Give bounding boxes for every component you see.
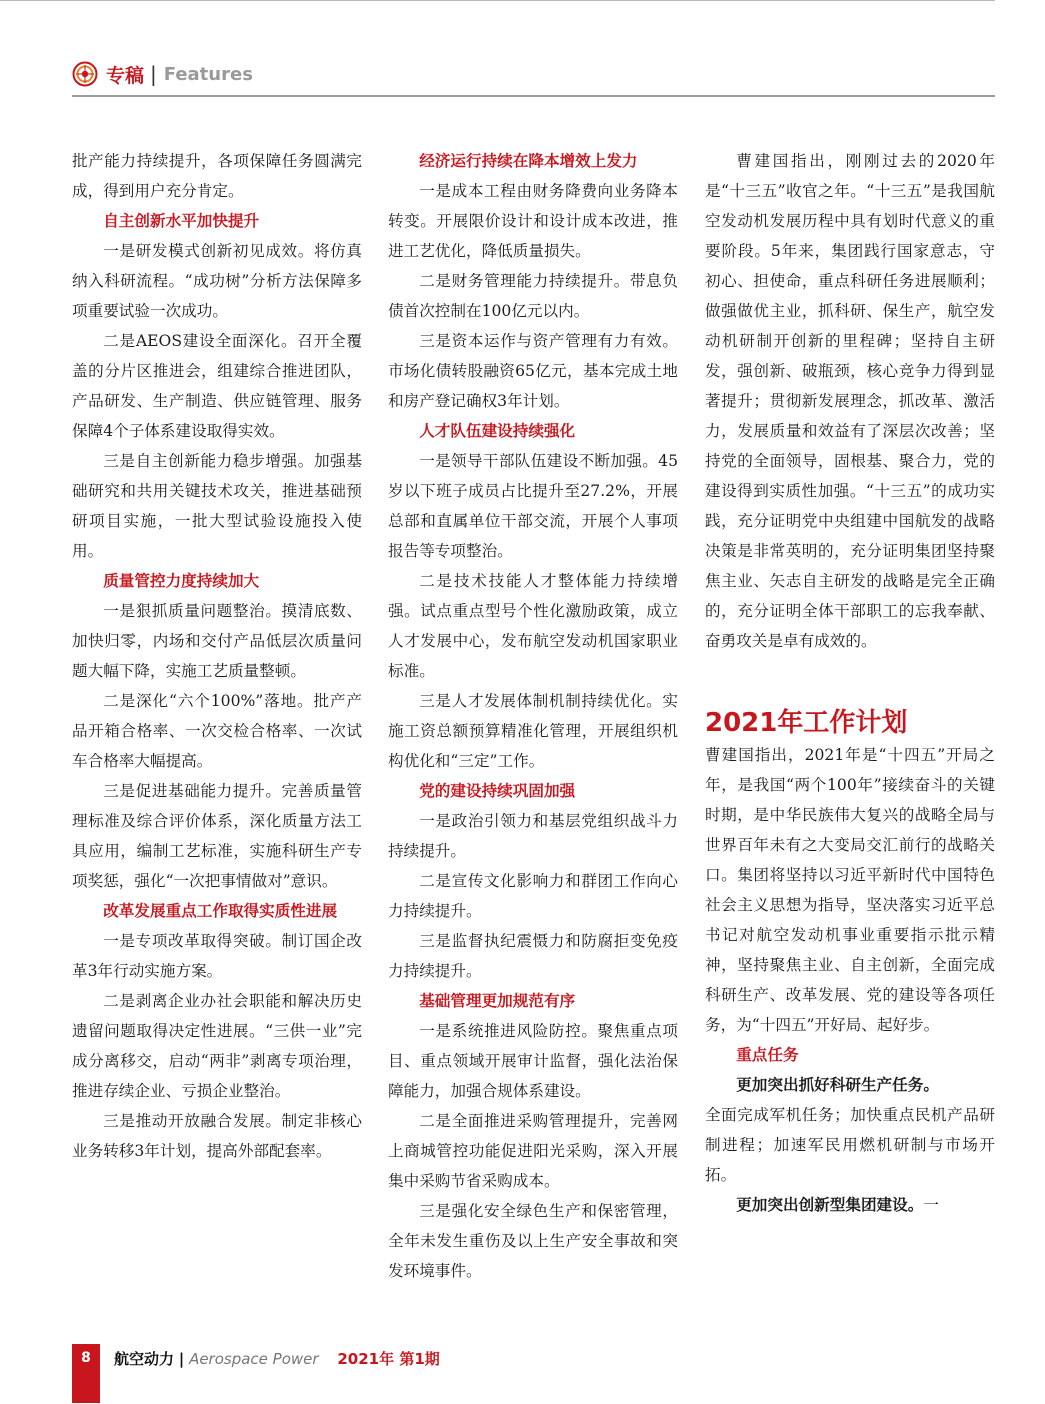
paragraph: 一是领导干部队伍建设不断加强。45岁以下班子成员占比提升至27.2%，开展总部和直属单位干部交流，开展个人事项报告等专项整治。 (388, 452, 678, 560)
paragraph: 一是系统推进风险防控。聚焦重点项目、重点领域开展审计监督，强化法治保障能力，加强合规体系建设。 (388, 1022, 678, 1100)
section-label-en: Features (163, 63, 253, 85)
footer-separator: | (178, 1350, 185, 1368)
subheading: 自主创新水平加快提升 (103, 212, 260, 230)
paragraph: 二是宣传文化影响力和群团工作向心力持续提升。 (388, 872, 678, 920)
column-3 (705, 146, 995, 1220)
subheading: 基础管理更加规范有序 (419, 992, 576, 1010)
page-number: 8 (81, 1350, 91, 1366)
top-border (0, 0, 995, 1)
paragraph: 一是专项改革取得突破。制订国企改革3年行动实施方案。 (72, 932, 362, 980)
footer-text (114, 1348, 440, 1369)
bold-lead: 更加突出抓好科研生产任务。 (736, 1076, 939, 1094)
subheading: 改革发展重点工作取得实质性进展 (103, 902, 338, 920)
section-title: 2021年工作计划 (705, 708, 908, 738)
subheading: 质量管控力度持续加大 (103, 572, 260, 590)
paragraph: 二是财务管理能力持续提升。带息负债首次控制在100亿元以内。 (388, 272, 678, 320)
paragraph: 三是自主创新能力稳步增强。加强基础研究和共用关键技术攻关，推进基础预研项目实施，一批大型试验设施投入使用。 (72, 452, 362, 560)
paragraph: 曹建国指出，2021年是“十四五”开局之年，是我国“两个100年”接续奋斗的关键时期，是中华民族伟大复兴的战略全局与世界百年未有之大变局交汇前行的战略关口。集团将坚持以习近平新时代中国特色社会主义思想为指导，坚决落实习近平总书记对航空发动机事业重要指示批示精神，坚持聚焦主业、自主创新，全面完成科研生产、改革发展、党的建设等各项任务，为“十四五”开好局、起好步。 (705, 746, 995, 1034)
paragraph (705, 1070, 995, 1100)
paragraph: 三是资本运作与资产管理有力有效。市场化债转股融资65亿元，基本完成土地和房产登记确权3年计划。 (388, 332, 678, 410)
paragraph: 批产能力持续提升，各项保障任务圆满完成，得到用户充分肯定。 (72, 152, 362, 200)
issue-label: 2021年 第1期 (337, 1350, 440, 1368)
emblem-icon (72, 61, 98, 87)
bold-lead: 更加突出创新型集团建设。 (736, 1196, 924, 1214)
paragraph: 一是成本工程由财务降费向业务降本转变。开展限价设计和设计成本改进，推进工艺优化，降低质量损失。 (388, 182, 678, 260)
paragraph: 一是狠抓质量问题整治。摸清底数、加快归零，内场和交付产品低层次质量问题大幅下降，实施工艺质量整顿。 (72, 602, 362, 680)
paragraph: 二是深化“六个100%”落地。批产产品开箱合格率、一次交检合格率、一次试车合格率大幅提高。 (72, 692, 362, 770)
header-rule (72, 95, 995, 97)
subheading: 重点任务 (736, 1046, 799, 1064)
column-1 (72, 146, 362, 1166)
column-2 (388, 146, 678, 1286)
magazine-name: 航空动力 (114, 1350, 175, 1368)
section-label: 专稿 (106, 64, 145, 87)
paragraph: 三是监督执纪震慑力和防腐拒变免疫力持续提升。 (388, 932, 678, 980)
paragraph: 三是人才发展体制机制持续优化。实施工资总额预算精准化管理，开展组织机构优化和“三定”工作。 (388, 692, 678, 770)
page-header (72, 60, 253, 88)
paragraph: 三是强化安全绿色生产和保密管理，全年未发生重伤及以上生产安全事故和突发环境事件。 (388, 1202, 678, 1280)
paragraph: 二是AEOS建设全面深化。召开全覆盖的分片区推进会，组建综合推进团队，产品研发、生产制造、供应链管理、服务保障4个子体系建设取得实效。 (72, 332, 362, 440)
paragraph: 一是政治引领力和基层党组织战斗力持续提升。 (388, 812, 678, 860)
paragraph: 二是全面推进采购管理提升，完善网上商城管控功能促进阳光采购，深入开展集中采购节省采购成本。 (388, 1112, 678, 1190)
header-separator: | (150, 62, 157, 86)
paragraph: 全面完成军机任务；加快重点民机产品研制进程；加速军民用燃机研制与市场开拓。 (705, 1106, 995, 1184)
paragraph: 三是推动开放融合发展。制定非核心业务转移3年计划，提高外部配套率。 (72, 1112, 362, 1160)
paragraph: 曹建国指出，刚刚过去的2020年是“十三五”收官之年。“十三五”是我国航空发动机发展历程中具有划时代意义的重要阶段。5年来，集团践行国家意志，守初心、担使命，重点科研任务进展顺利；做强做优主业，抓科研、保生产，航空发动机研制开创新的里程碑；坚持自主研发，强创新、破瓶颈，核心竞争力得到显著提升；贯彻新发展理念，抓改革、激活力，发展质量和效益有了深层次改善；坚持党的全面领导，固根基、聚合力，党的建设得到实质性加强。“十三五”的成功实践，充分证明党中央组建中国航发的战略决策是非常英明的，充分证明集团坚持聚焦主业、矢志自主研发的战略是完全正确的，充分证明全体干部职工的忘我奉献、奋勇攻关是卓有成效的。 (705, 152, 995, 650)
subheading: 党的建设持续巩固加强 (419, 782, 576, 800)
paragraph: 三是促进基础能力提升。完善质量管理标准及综合评价体系，深化质量方法工具应用，编制工艺标准，实施科研生产专项奖惩，强化“一次把事情做对”意识。 (72, 782, 362, 890)
paragraph: 二是剥离企业办社会职能和解决历史遗留问题取得决定性进展。“三供一业”完成分离移交，启动“两非”剥离专项治理，推进存续企业、亏损企业整治。 (72, 992, 362, 1100)
subheading: 经济运行持续在降本增效上发力 (419, 152, 638, 170)
paragraph-tail: 一 (923, 1196, 939, 1214)
paragraph: 二是技术技能人才整体能力持续增强。试点重点型号个性化激励政策，成立人才发展中心，发布航空发动机国家职业标准。 (388, 572, 678, 680)
paragraph: 一是研发模式创新初见成效。将仿真纳入科研流程。“成功树”分析方法保障多项重要试验一次成功。 (72, 242, 362, 320)
page-number-box (72, 1344, 100, 1403)
magazine-name-en: Aerospace Power (189, 1350, 319, 1368)
paragraph (705, 1190, 995, 1220)
subheading: 人才队伍建设持续强化 (419, 422, 576, 440)
